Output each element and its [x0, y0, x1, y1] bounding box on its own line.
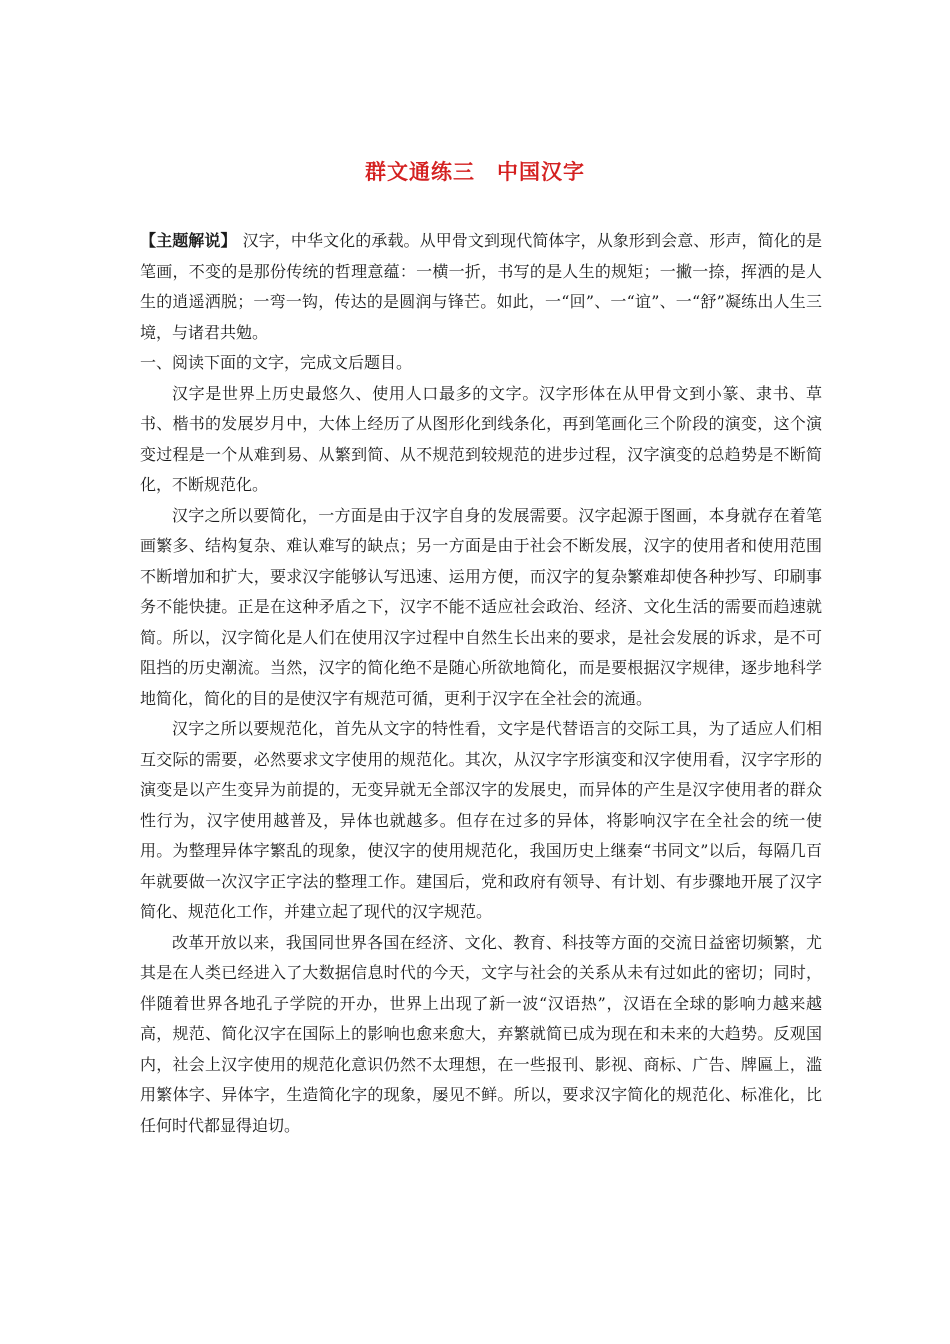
paragraph-1: 汉字是世界上历史最悠久、使用人口最多的文字。汉字形体在从甲骨文到小篆、隶书、草书、楷书的发展岁月中，大体上经历了从图形化到线条化，再到笔画化三个阶段的演变，这个演变过程是一个从难到易、从繁到简、从不规范到较规范的进步过程，汉字演变的总趋势是不断简化，不断规范化。 [140, 383, 822, 494]
section-heading: 一、阅读下面的文字，完成文后题目。 [140, 353, 413, 372]
theme-explanation [140, 226, 822, 348]
theme-label: 【主题解说】 [140, 231, 237, 250]
paragraph-4: 改革开放以来，我国同世界各国在经济、文化、教育、科技等方面的交流日益密切频繁，尤其是在人类已经进入了大数据信息时代的今天，文字与社会的关系从未有过如此的密切；同时，伴随着世界各地孔子学院的开办，世界上出现了新一波“汉语热”，汉语在全球的影响力越来越高，规范、简化汉字在国际上的影响也愈来愈大，弃繁就简已成为现在和未来的大趋势。反观国内，社会上汉字使用的规范化意识仍然不太理想，在一些报刊、影视、商标、广告、牌匾上，滥用繁体字、异体字，生造简化字的现象，屡见不鲜。所以，要求汉字简化的规范化、标准化，比任何时代都显得迫切。 [140, 932, 822, 1135]
paragraph-2: 汉字之所以要简化，一方面是由于汉字自身的发展需要。汉字起源于图画，本身就存在着笔画繁多、结构复杂、难认难写的缺点；另一方面是由于社会不断发展，汉字的使用者和使用范围不断增加和扩大，要求汉字能够认写迅速、运用方便，而汉字的复杂繁难却使各种抄写、印刷事务不能快捷。正是在这种矛盾之下，汉字不能不适应社会政治、经济、文化生活的需要而趋速就简。所以，汉字简化是人们在使用汉字过程中自然生长出来的要求，是社会发展的诉求，是不可阻挡的历史潮流。当然，汉字的简化绝不是随心所欲地简化，而是要根据汉字规律，逐步地科学地简化，简化的目的是使汉字有规范可循，更利于汉字在全社会的流通。 [140, 505, 822, 708]
theme-text: 汉字，中华文化的承载。从甲骨文到现代简体字，从象形到会意、形声，简化的是笔画，不变的是那份传统的哲理意蕴：一横一折，书写的是人生的规矩；一撇一捺，挥洒的是人生的逍遥洒脱；一弯一钩，传达的是圆润与锋芒。如此，一“回”、一“谊”、一“舒”凝练出人生三境，与诸君共勉。 [140, 231, 822, 342]
paragraph-3: 汉字之所以要规范化，首先从文字的特性看，文字是代替语言的交际工具，为了适应人们相互交际的需要，必然要求文字使用的规范化。其次，从汉字字形演变和汉字使用看，汉字字形的演变是以产生变异为前提的，无变异就无全部汉字的发展史，而异体的产生是汉字使用者的群众性行为，汉字使用越普及，异体也就越多。但存在过多的异体，将影响汉字在全社会的统一使用。为整理异体字繁乱的现象，使汉字的使用规范化，我国历史上继秦“书同文”以后，每隔几百年就要做一次汉字正字法的整理工作。建国后，党和政府有领导、有计划、有步骤地开展了汉字简化、规范化工作，并建立起了现代的汉字规范。 [140, 719, 822, 921]
document-title: 群文通练三 中国汉字 [365, 160, 585, 184]
document-body [140, 226, 822, 1141]
